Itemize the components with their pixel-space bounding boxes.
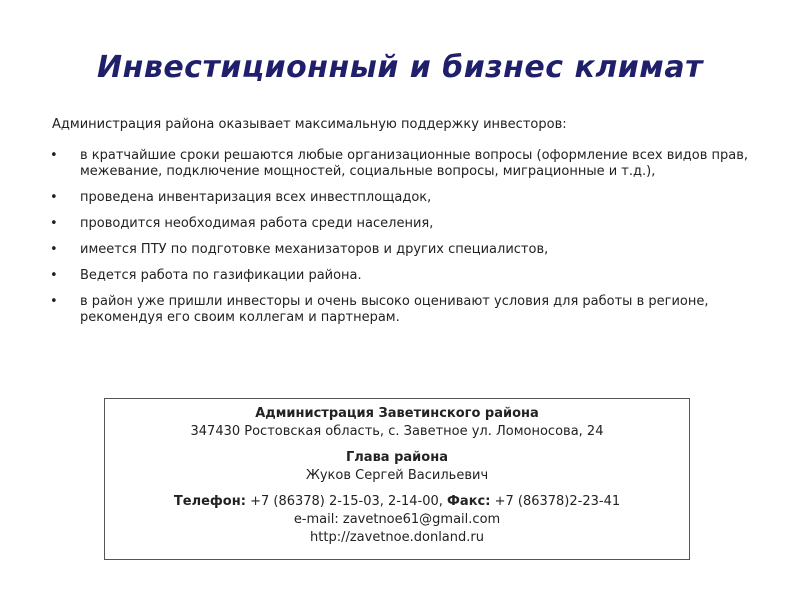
fax-label: Факс:: [447, 494, 491, 509]
list-item: [30, 148, 760, 180]
email-link[interactable]: e-mail: zavetnoe61@gmail.com: [293, 512, 501, 527]
bullet-icon: •: [50, 294, 58, 309]
list-item-text: проводится необходимая работа среди населения,: [80, 216, 434, 231]
address: 347430 Ростовская область, с. Заветное ул. Ломоносова, 24: [190, 424, 604, 439]
bullet-icon: •: [50, 242, 58, 257]
list-item: [30, 294, 760, 326]
bullet-icon: •: [50, 216, 58, 231]
list-item: [30, 216, 760, 232]
head-title: Глава района: [346, 450, 448, 465]
bullet-list: [30, 148, 760, 336]
phone-fax-line: [105, 493, 689, 511]
phone-value: +7 (86378) 2-15-03, 2-14-00,: [250, 494, 443, 509]
list-item: [30, 190, 760, 206]
contact-box: [104, 398, 690, 560]
slide-title: Инвестиционный и бизнес климат: [97, 50, 703, 85]
bullet-icon: •: [50, 148, 58, 163]
bullet-icon: •: [50, 268, 58, 283]
list-item: [30, 268, 760, 284]
list-item-text: в район уже пришли инвесторы и очень высоко оценивают условия для работы в регионе, рекомендуя его своим коллегам и партнерам.: [80, 294, 709, 325]
bullet-icon: •: [50, 190, 58, 205]
website-link[interactable]: http://zavetnoe.donland.ru: [310, 530, 484, 545]
list-item-text: проведена инвентаризация всех инвестплощадок,: [80, 190, 432, 205]
fax-value: +7 (86378)2-23-41: [494, 494, 621, 509]
list-item-text: в кратчайшие сроки решаются любые организационные вопросы (оформление всех видов прав, межевание, подключение мощностей, социальные вопросы, миграционные и т.д.),: [80, 148, 749, 179]
list-item-text: имеется ПТУ по подготовке механизаторов и других специалистов,: [80, 242, 549, 257]
phone-label: Телефон:: [173, 494, 246, 509]
list-item-text: Ведется работа по газификации района.: [80, 268, 362, 283]
head-name: Жуков Сергей Васильевич: [305, 468, 489, 483]
list-item: [30, 242, 760, 258]
organization-name: Администрация Заветинского района: [255, 406, 539, 421]
intro-text: Администрация района оказывает максимальную поддержку инвесторов:: [52, 117, 567, 132]
